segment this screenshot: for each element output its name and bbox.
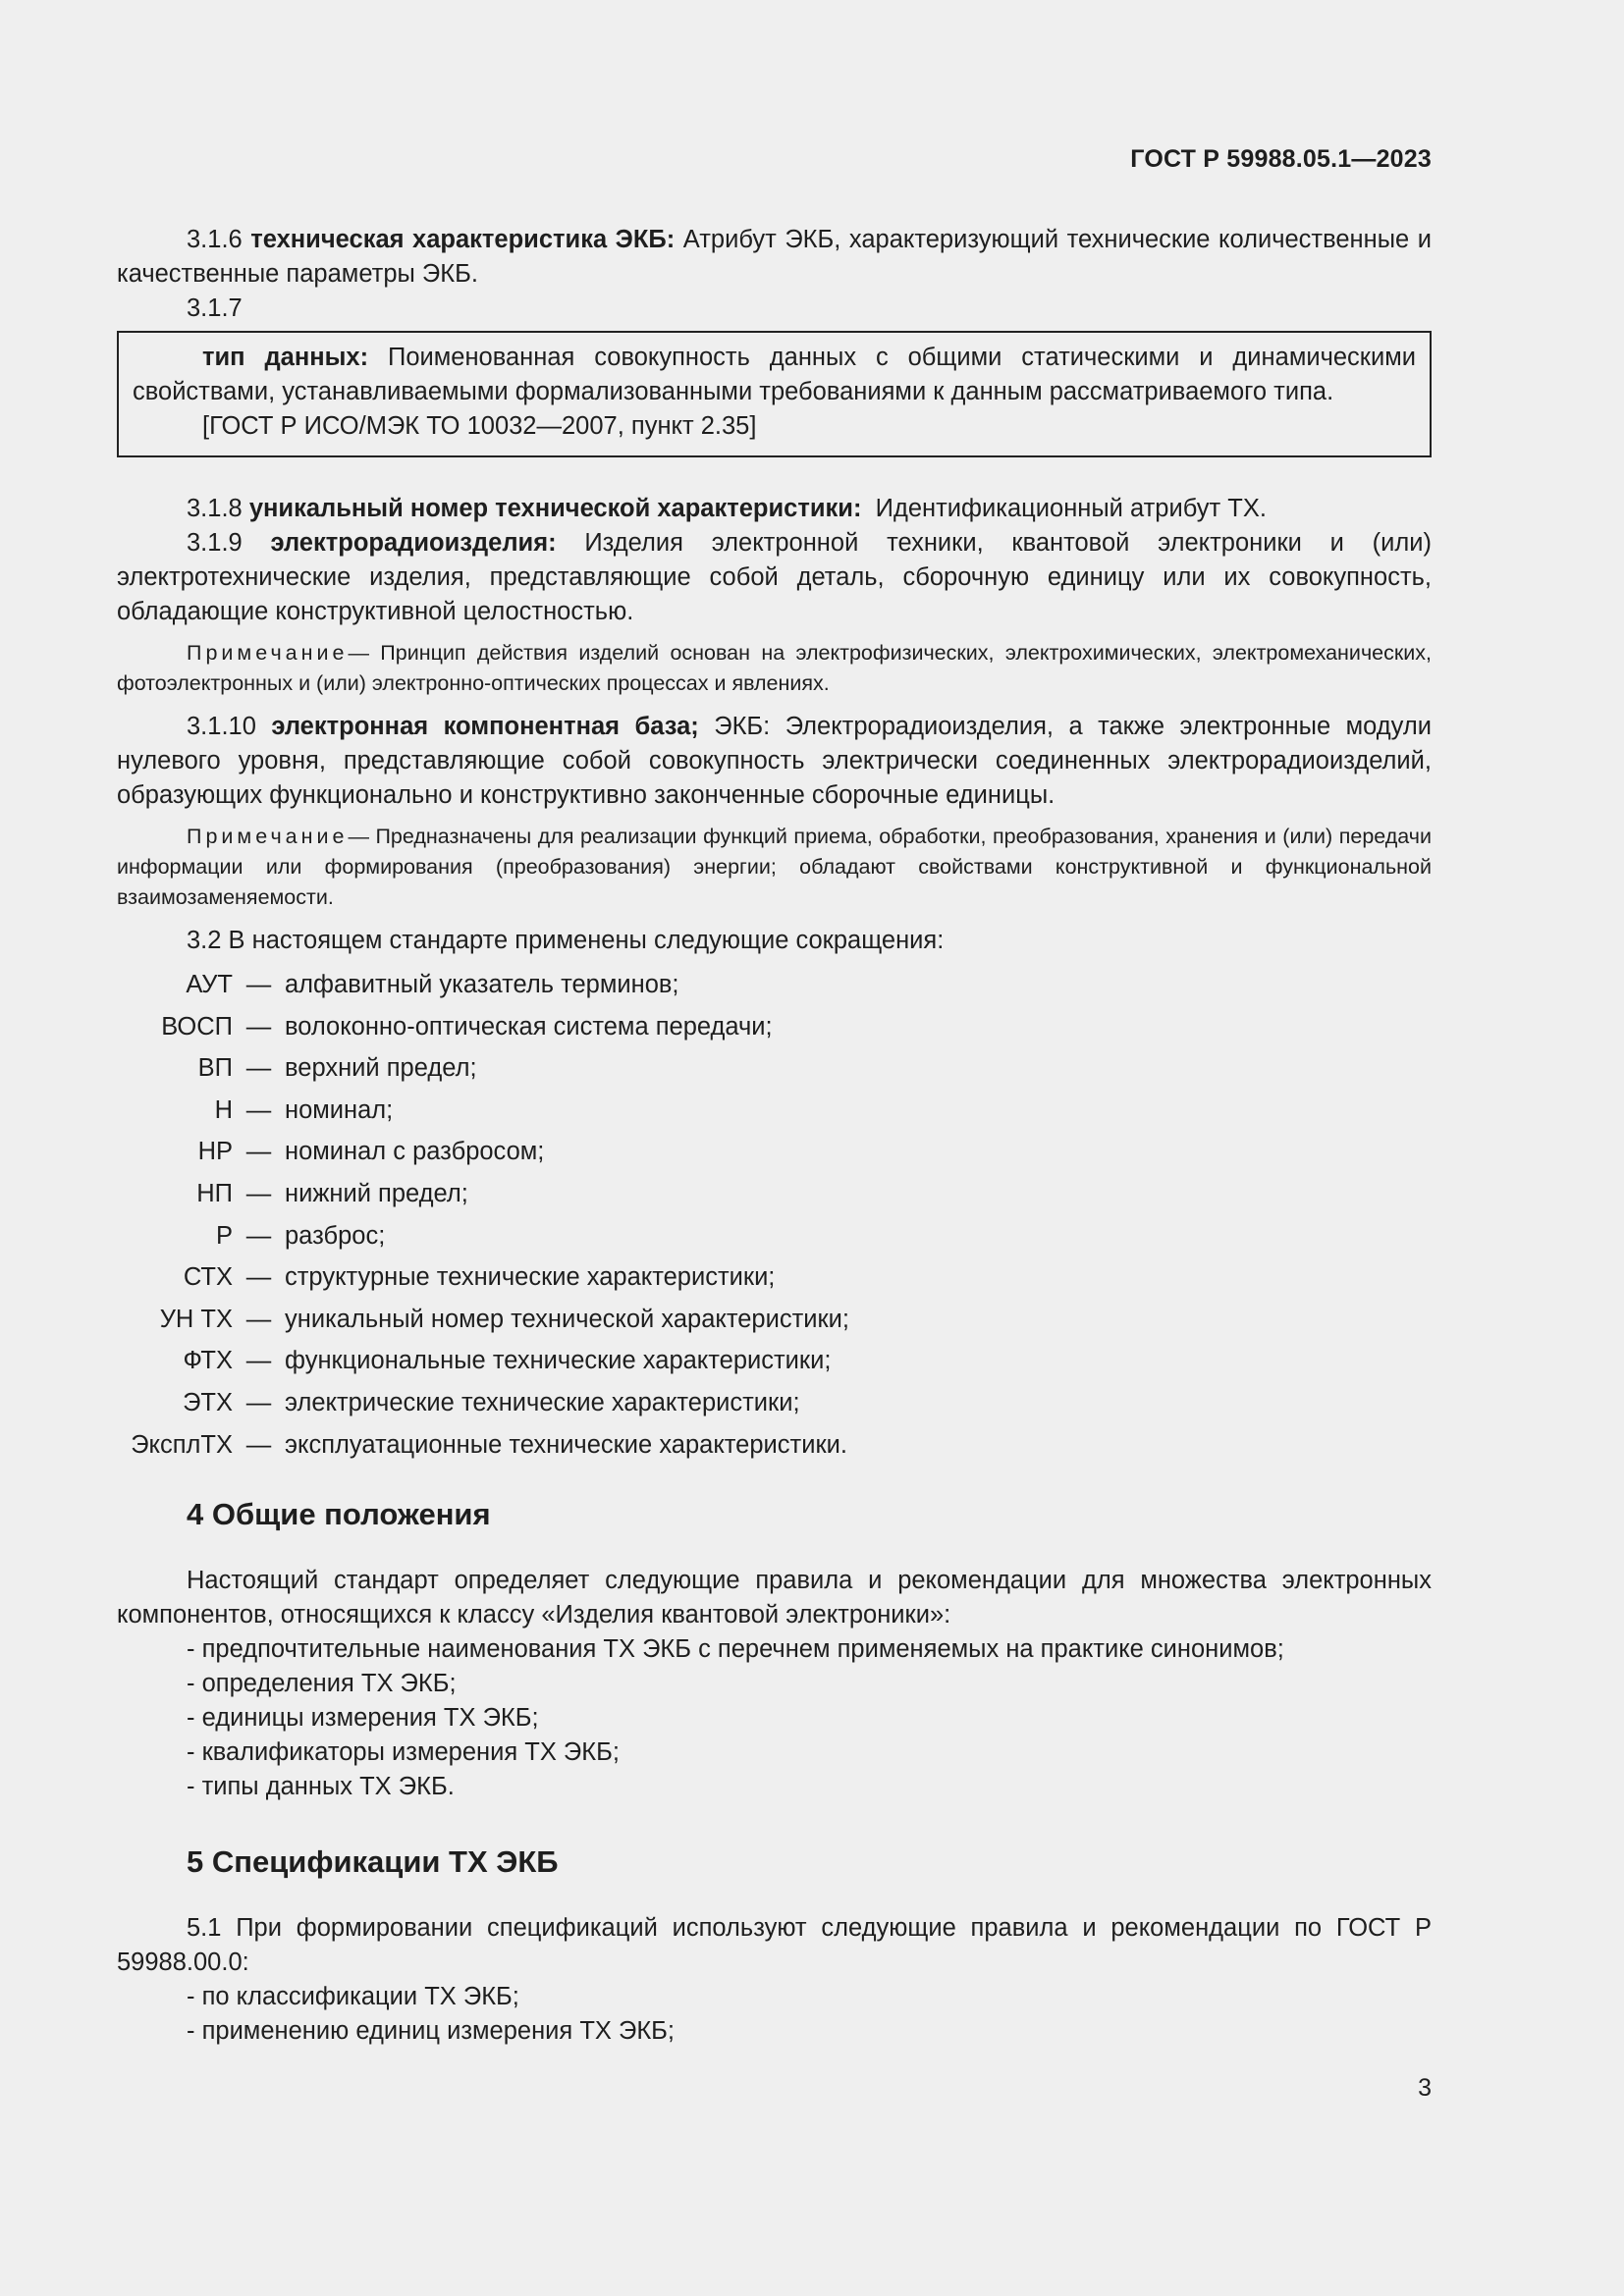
dash: —: [245, 1179, 272, 1207]
abbreviation: СТХ: [183, 1263, 233, 1292]
abbreviation: НР: [197, 1138, 233, 1166]
abbreviation-meaning: алфавитный указатель терминов;: [285, 971, 679, 998]
list-item: - типы данных ТХ ЭКБ.: [187, 1773, 455, 1801]
dash: —: [245, 1221, 272, 1250]
abbreviation: ВП: [197, 1054, 233, 1083]
term-definition: ЭКБ: Электрорадиоизделия, а также электронные модули нулевого уровня, представляющие собой совокупность электрически соединенных электрорадиоизделий, образующих функционально и конструктивно законченные сборочные единицы.: [117, 713, 1432, 809]
abbreviation-meaning: номинал;: [285, 1095, 394, 1124]
list-item: - квалификаторы измерения ТХ ЭКБ;: [187, 1738, 620, 1767]
term-source-reference: [ГОСТ Р ИСО/МЭК ТО 10032—2007, пункт 2.35]: [202, 412, 757, 440]
term-definition: Идентификационный атрибут ТХ.: [875, 495, 1267, 522]
dash: —: [245, 1095, 272, 1124]
abbreviation-meaning: разброс;: [285, 1221, 386, 1250]
term-definition: Поименованная совокупность данных с общими статическими и динамическими свойствами, устанавливаемыми формализованными требованиями к данным рассматриваемого типа.: [133, 344, 1416, 405]
abbreviation-row: [117, 1094, 1432, 1136]
abbreviation: ФТХ: [183, 1347, 233, 1375]
abbreviation-row: [117, 1010, 1432, 1052]
dash: —: [245, 1347, 272, 1375]
abbreviation-meaning: верхний предел;: [285, 1054, 477, 1083]
abbreviation: ЭТХ: [183, 1388, 233, 1416]
abbreviation-meaning: номинал с разбросом;: [285, 1138, 545, 1166]
abbreviations-intro: 3.2 В настоящем стандарте применены следующие сокращения:: [187, 927, 945, 954]
note-text: — Принцип действия изделий основан на электрофизических, электрохимических, электромеханических, фотоэлектронных и (или) электронно-оптических процессах и явлениях.: [117, 641, 1432, 695]
abbreviation-row: [117, 1428, 1432, 1470]
term-definition: Изделия электронной техники, квантовой электроники и (или) электротехнические изделия, представляющие собой деталь, сборочную единицу или их совокупность, обладающие конструктивной целостностью.: [117, 529, 1432, 625]
clause-3-1-8: [117, 492, 1432, 526]
dash: —: [245, 1305, 272, 1333]
abbreviation-row: [117, 1219, 1432, 1261]
clause-3-1-9: [117, 526, 1432, 629]
list-item: - по классификации ТХ ЭКБ;: [187, 1983, 519, 2011]
page-number: 3: [1418, 2074, 1432, 2102]
dash: —: [245, 1263, 272, 1292]
dash: —: [245, 1388, 272, 1416]
dash: —: [245, 1430, 272, 1459]
clause-number: 3.1.9: [187, 529, 243, 557]
abbreviation-row: [117, 1303, 1432, 1345]
section-4-intro: Настоящий стандарт определяет следующие правила и рекомендации для множества электронных компонентов, относящихся к классу «Изделия квантовой электроники»:: [117, 1567, 1432, 1629]
list-item: - предпочтительные наименования ТХ ЭКБ с перечнем применяемых на практике синонимов;: [187, 1635, 1284, 1664]
abbreviation-row: [117, 1135, 1432, 1177]
list-item: - применению единиц измерения ТХ ЭКБ;: [187, 2017, 675, 2046]
note-label: Примечание: [187, 825, 349, 848]
list-item: - определения ТХ ЭКБ;: [187, 1670, 457, 1698]
clause-3-1-10: [117, 710, 1432, 813]
abbreviation: УН ТХ: [159, 1305, 233, 1333]
term-definition: Атрибут ЭКБ, характеризующий технические количественные и качественные параметры ЭКБ.: [117, 226, 1433, 288]
abbreviation-row: [117, 968, 1432, 1010]
clause-number: 3.1.8: [187, 495, 243, 522]
abbreviations-list: [117, 968, 1432, 1469]
abbreviation-row: [117, 1260, 1432, 1303]
term-name: тип данных:: [202, 344, 369, 371]
abbreviation: ВОСП: [161, 1012, 233, 1041]
abbreviation-meaning: уникальный номер технической характеристики;: [285, 1305, 849, 1333]
abbreviation-meaning: функциональные технические характеристики;: [285, 1347, 832, 1375]
section-5-intro: 5.1 При формировании спецификаций используют следующие правила и рекомендации по ГОСТ Р 59988.00.0:: [117, 1914, 1432, 1977]
abbreviation-row: [117, 1177, 1432, 1219]
list-item: - единицы измерения ТХ ЭКБ;: [187, 1704, 539, 1733]
page-content: [117, 223, 1432, 2049]
abbreviation: Р: [215, 1221, 233, 1250]
abbreviation-meaning: эксплуатационные технические характеристики.: [285, 1430, 847, 1459]
term-name: техническая характеристика ЭКБ:: [250, 226, 676, 253]
abbreviation-meaning: структурные технические характеристики;: [285, 1263, 776, 1292]
abbreviation: Н: [214, 1095, 233, 1124]
note-3-1-9: [117, 638, 1432, 699]
borrowed-term-box: [117, 331, 1432, 457]
dash: —: [245, 1012, 272, 1041]
term-name: электрорадиоизделия:: [270, 529, 557, 557]
section-4-heading: 4 Общие положения: [187, 1497, 491, 1532]
term-name: уникальный номер технической характеристики:: [248, 495, 862, 522]
abbreviation-meaning: волоконно-оптическая система передачи;: [285, 1012, 773, 1041]
abbreviation-row: [117, 1386, 1432, 1428]
note-3-1-10: [117, 822, 1432, 913]
abbreviation-row: [117, 1051, 1432, 1094]
abbreviation-meaning: нижний предел;: [285, 1179, 468, 1207]
document-code: ГОСТ Р 59988.05.1—2023: [1130, 145, 1432, 173]
abbreviation-meaning: электрические технические характеристики;: [285, 1388, 800, 1416]
note-label: Примечание: [187, 641, 349, 665]
clause-number-3-1-7: 3.1.7: [187, 294, 243, 322]
dash: —: [245, 1138, 272, 1166]
abbreviation-row: [117, 1344, 1432, 1386]
note-text: — Предназначены для реализации функций приема, обработки, преобразования, хранения и (или) передачи информации или формирования (преобразования) энергии; обладают свойствами конструктивной и функциональной взаимозаменяемости.: [117, 825, 1432, 909]
term-name: электронная компонентная база;: [271, 713, 699, 740]
clause-number: 3.1.10: [187, 713, 256, 740]
clause-3-1-7: [133, 341, 1416, 409]
abbreviation: ЭксплТХ: [131, 1430, 233, 1459]
abbreviation: АУТ: [186, 971, 233, 998]
abbreviation: НП: [196, 1179, 233, 1207]
clause-3-1-6: [117, 223, 1432, 292]
clause-number: 3.1.6: [187, 226, 243, 253]
dash: —: [245, 1054, 272, 1083]
section-5-heading: 5 Спецификации ТХ ЭКБ: [187, 1844, 559, 1880]
dash: —: [245, 971, 272, 998]
